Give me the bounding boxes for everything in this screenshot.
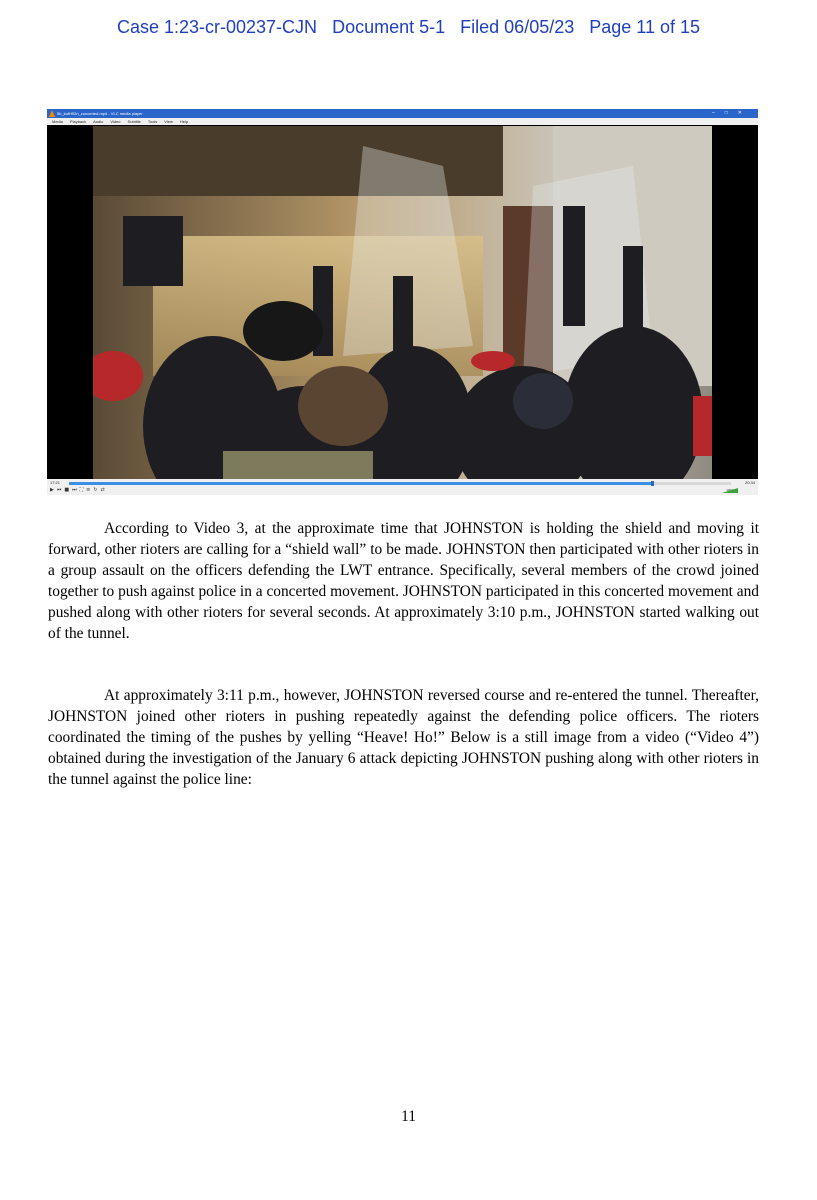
paragraph-video-4: At approximately 3:11 p.m., however, JOHNSTON reversed course and re-entered the tunnel. Thereafter, JOHNSTON joined other rioters in pushing repeatedly against the defending police officers. The rioters coordinated the timing of the pushes by yelling “Heave! Ho!” Below is a still image from a video (“Video 4”) obtained during the investigation of the January 6 attack depicting JOHNSTON pushing along with other rioters in the tunnel against the police line: bbox=[48, 687, 759, 788]
paragraph-video-3: According to Video 3, at the approximate time that JOHNSTON is holding the shield and moving it forward, other rioters are calling for a “shield wall” to be made. JOHNSTON then participated with other rioters in a group assault on the officers defending the LWT entrance. Specifically, several members of the crowd joined together to push against police in a concerted movement. JOHNSTON participated in this concerted movement and pushed along with other rioters for several seconds. At approximately 3:10 p.m., JOHNSTON started walking out of the tunnel. bbox=[48, 520, 759, 642]
playback-buttons bbox=[50, 487, 105, 494]
menu-subtitle: Subtitle bbox=[127, 119, 141, 124]
video-frame bbox=[93, 126, 712, 479]
menu-view: View bbox=[164, 119, 173, 124]
seek-bar-progress bbox=[69, 482, 652, 485]
page-number: 11 bbox=[401, 1108, 416, 1125]
vlc-controls bbox=[47, 479, 758, 495]
vlc-menu-bar bbox=[47, 118, 758, 125]
page-of: Page 11 of 15 bbox=[589, 17, 701, 37]
case-number: Case 1:23-cr-00237-CJN bbox=[116, 17, 318, 37]
fullscreen-icon: ⛶ bbox=[79, 487, 84, 493]
minimize-icon: – bbox=[711, 110, 725, 116]
menu-tools: Tools bbox=[147, 119, 158, 124]
time-total: 20:34 bbox=[744, 480, 755, 485]
seek-bar bbox=[69, 482, 731, 485]
vlc-cone-icon bbox=[49, 110, 55, 117]
volume-label: 100% bbox=[726, 488, 734, 492]
video-still-screenshot bbox=[47, 109, 758, 495]
menu-video: Video bbox=[110, 119, 121, 124]
play-icon: ▶ bbox=[50, 487, 54, 493]
case-header bbox=[0, 17, 817, 38]
playlist-icon: ≡ bbox=[86, 487, 91, 493]
stop-icon: ■ bbox=[64, 487, 70, 493]
menu-media: Media bbox=[52, 119, 63, 124]
volume-icon bbox=[722, 488, 738, 493]
vlc-title-bar bbox=[47, 109, 758, 118]
vlc-window-title: 5b_kufH92n_concerted.mp4 - VLC media player bbox=[57, 111, 143, 116]
window-controls bbox=[712, 109, 752, 118]
shuffle-icon: ⇄ bbox=[100, 487, 105, 493]
time-elapsed: 17:21 bbox=[50, 480, 61, 485]
close-icon: ✕ bbox=[737, 110, 752, 116]
menu-audio: Audio bbox=[93, 119, 104, 124]
previous-icon: ⏮ bbox=[56, 487, 62, 493]
menu-help: Help bbox=[179, 119, 189, 124]
next-icon: ⏭ bbox=[72, 487, 77, 493]
filed-date: Filed 06/05/23 bbox=[460, 17, 575, 37]
maximize-icon: □ bbox=[724, 110, 738, 116]
menu-playback: Playback bbox=[69, 119, 87, 124]
document-number: Document 5-1 bbox=[332, 17, 446, 37]
loop-icon: ↻ bbox=[93, 487, 98, 493]
seek-handle bbox=[651, 481, 654, 486]
